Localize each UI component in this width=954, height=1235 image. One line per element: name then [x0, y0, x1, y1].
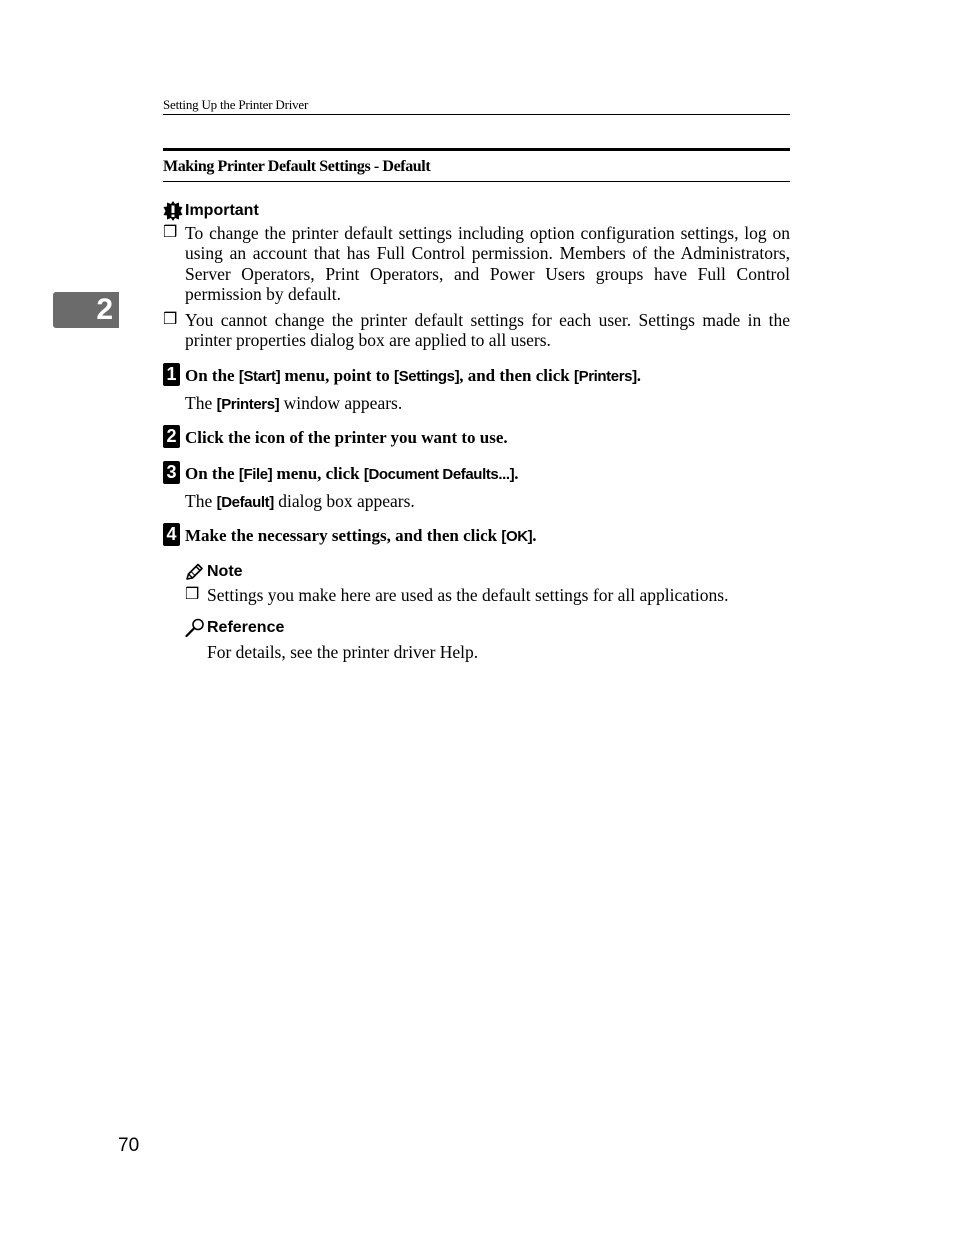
step-result — [185, 491, 415, 513]
important-icon — [163, 201, 183, 221]
ui-label-printers: [Printers] — [574, 368, 637, 385]
result-text-part: window appears. — [279, 393, 403, 413]
result-text-part: The — [185, 491, 217, 511]
step-text-part: Make the necessary settings, and then click — [185, 526, 502, 545]
important-item — [163, 310, 790, 351]
step-text-part: On the — [185, 366, 239, 385]
step-text-part: . — [514, 464, 519, 483]
ui-label-default-dialog: [Default] — [216, 494, 274, 511]
step-instruction — [185, 366, 641, 387]
ui-label-printers-window: [Printers] — [216, 396, 280, 413]
step-number-badge: 1 — [163, 363, 180, 386]
section-title: Making Printer Default Settings - Default — [163, 148, 790, 182]
result-text-part: dialog box appears. — [273, 491, 415, 511]
note-item — [185, 585, 791, 605]
running-header: Setting Up the Printer Driver — [163, 96, 790, 115]
step-text-part: On the — [185, 464, 239, 483]
reference-block — [185, 617, 791, 662]
important-item — [163, 223, 790, 304]
important-item-text: To change the printer default settings including option configuration settings, log on using an account that has Full Control permission. Members of the Administrators, Server Operators, Print Operators, and Power Users groups have Full Control permission by default. — [185, 223, 790, 304]
step-text-part: menu, point to — [280, 366, 395, 385]
step-text-part: , and then click — [459, 366, 574, 385]
step-instruction — [185, 464, 519, 485]
important-item-text: You cannot change the printer default settings for each user. Settings made in the printer properties dialog box are applied to all users. — [185, 310, 790, 351]
step-text-part: menu, click — [272, 464, 364, 483]
step-instruction — [185, 526, 537, 547]
pencil-icon — [185, 563, 205, 581]
important-label: Important — [185, 202, 259, 219]
reference-heading — [185, 617, 791, 639]
step-text-part: . — [532, 526, 537, 545]
important-heading — [163, 200, 790, 222]
checkbox-bullet-icon: ❒ — [185, 586, 200, 603]
step-instruction: Click the icon of the printer you want to use. — [185, 428, 508, 447]
chapter-tab: 2 — [53, 292, 119, 328]
note-item-text: Settings you make here are used as the default settings for all applications. — [207, 585, 729, 605]
note-block — [185, 561, 791, 605]
checkbox-bullet-icon: ❒ — [163, 311, 178, 329]
reference-label: Reference — [207, 619, 285, 636]
ui-label-file: [File] — [238, 466, 273, 483]
ui-label-settings: [Settings] — [394, 368, 460, 385]
ui-label-ok: [OK] — [501, 528, 533, 545]
ui-label-start: [Start] — [238, 368, 281, 385]
step-number-badge: 3 — [163, 461, 180, 484]
step-number-badge: 2 — [163, 425, 180, 448]
step-text-part: . — [636, 366, 641, 385]
note-heading — [185, 561, 791, 583]
checkbox-bullet-icon: ❒ — [163, 224, 178, 241]
note-label: Note — [207, 563, 243, 580]
result-text-part: The — [185, 393, 217, 413]
important-block — [163, 200, 790, 351]
reference-text: For details, see the printer driver Help. — [207, 642, 479, 662]
step-number-badge: 4 — [163, 523, 180, 546]
magnifier-icon — [185, 618, 205, 638]
step-result — [185, 393, 402, 415]
ui-label-document-defaults: [Document Defaults...] — [363, 466, 515, 483]
page-number: 70 — [118, 1135, 140, 1156]
